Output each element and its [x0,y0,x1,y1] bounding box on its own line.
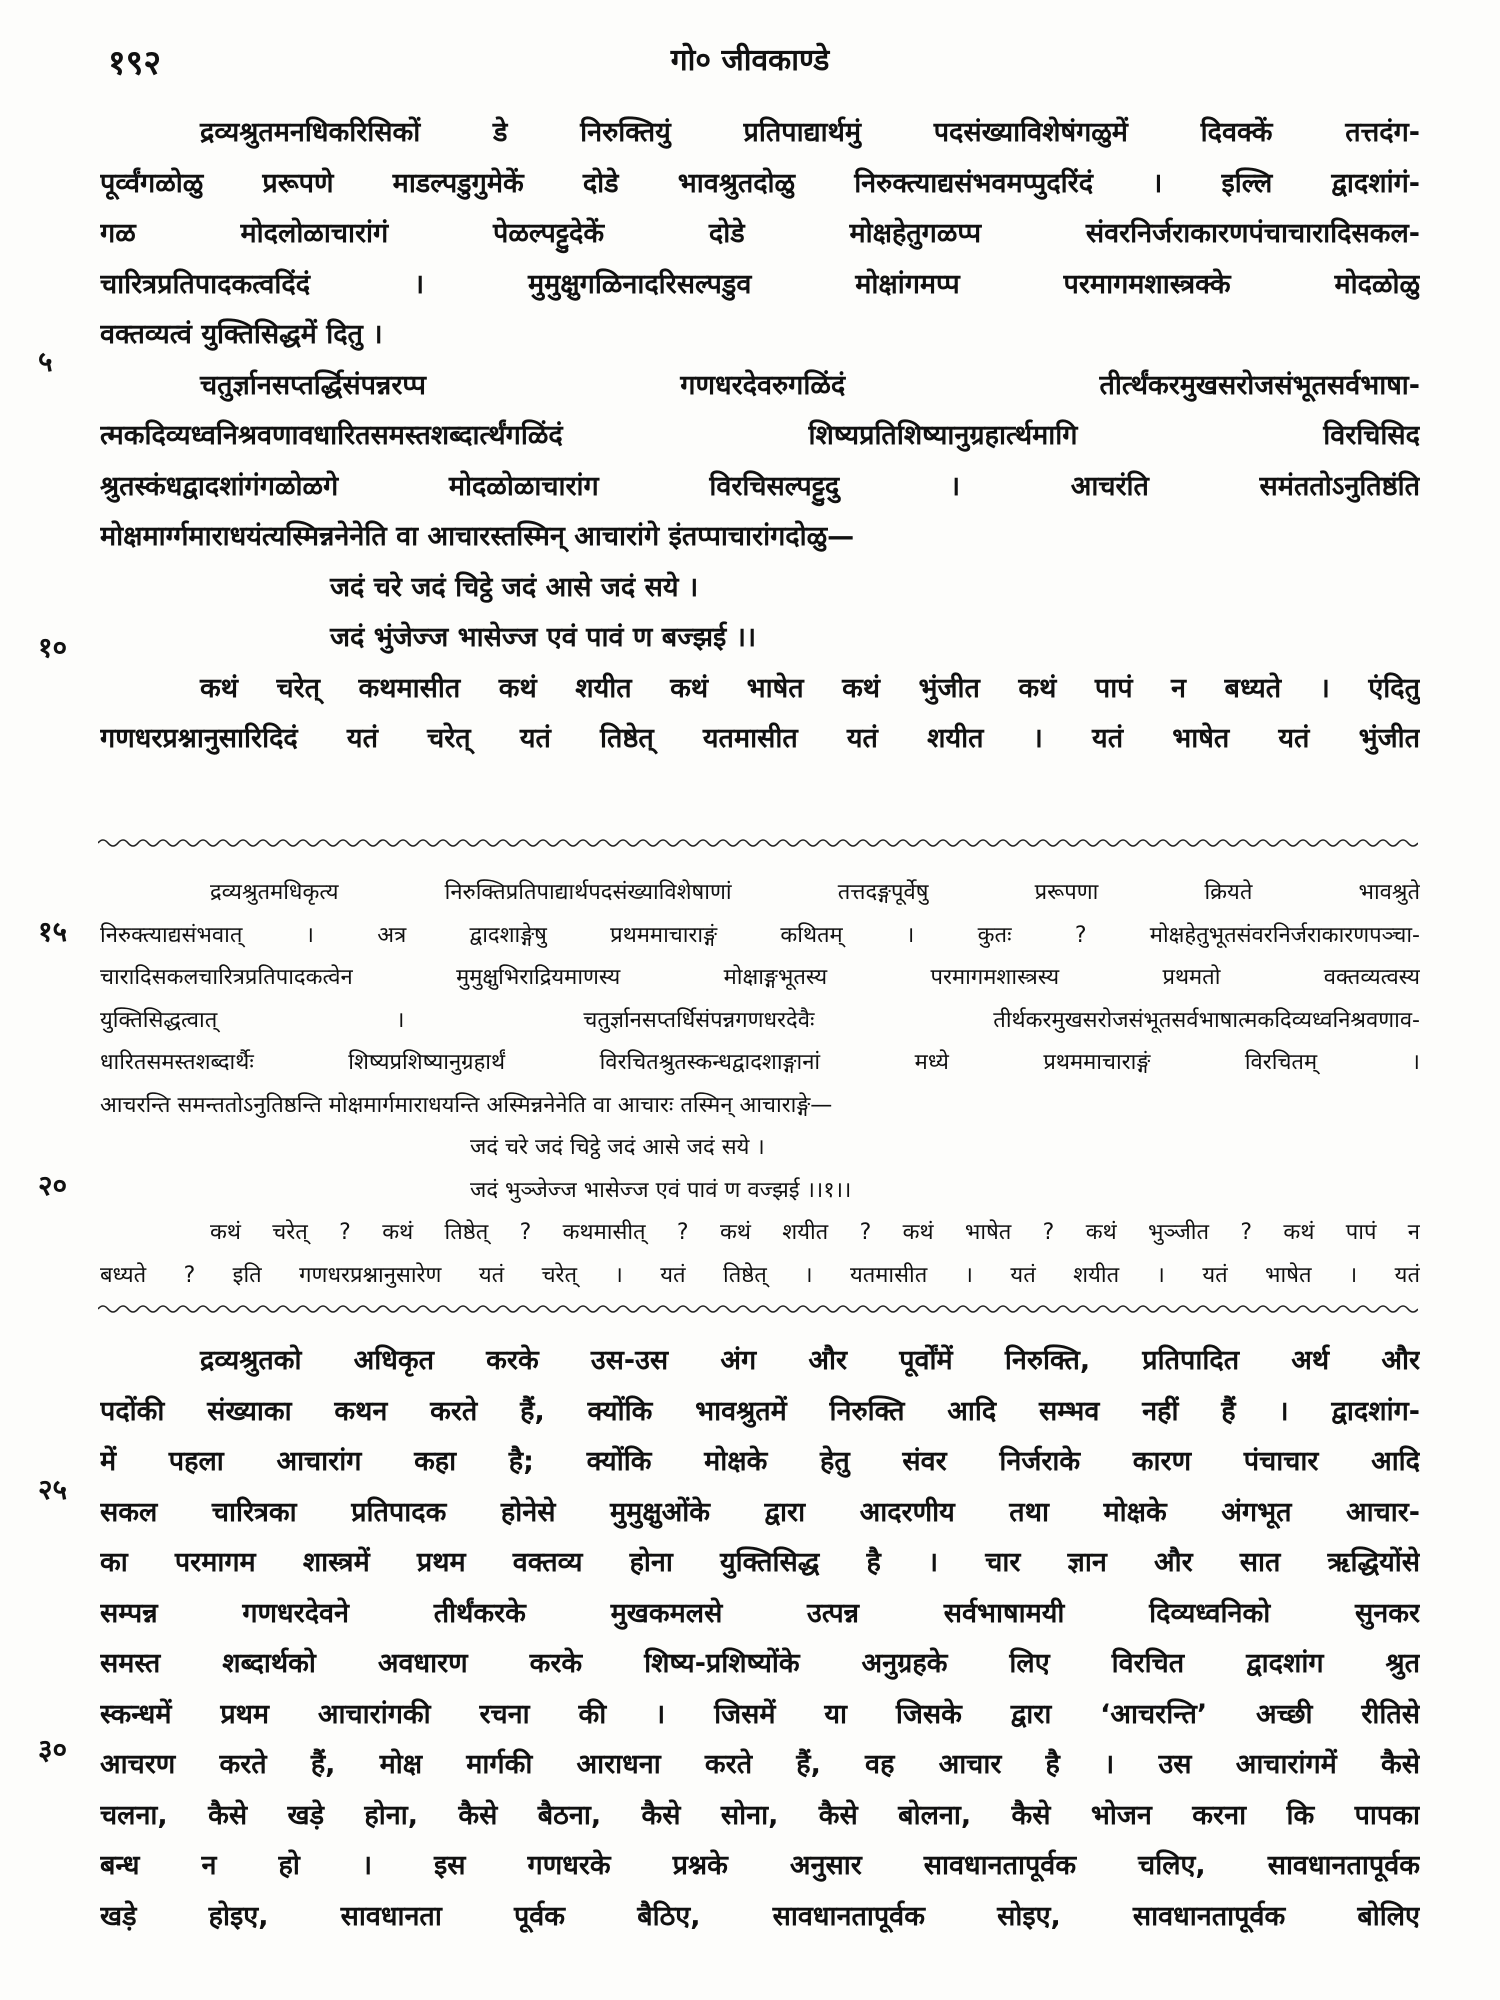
verse-line: जदं चरे जदं चिट्ठे जदं आसे जदं सये । [470,1135,765,1160]
line-number: ३० [38,1733,68,1766]
text-line: कथं चरेत् कथमासीत कथं शयीत कथं भाषेत कथं भुंजीत कथं पापं न बध्यते । एंदितु [200,672,1420,704]
text-line: त्मकदिव्यध्वनिश्रवणावधारितसमस्तशब्दार्त्थंगळिंदं शिष्यप्रतिशिष्यानुग्रहार्त्थमागि विरचिसिद [100,420,1420,451]
text-line: में पहला आचारांग कहा है; क्योंकि मोक्षके हेतु संवर निर्जराके कारण पंचाचार आदि [100,1446,1420,1477]
text-line: चारित्रप्रतिपादकत्वदिंदं । मुमुक्षुगळिनादरिसल्पडुव मोक्षांगमप्प परमागमशास्त्रक्के मोदळोळु [100,268,1420,300]
page-header [0,38,1500,83]
text-line: श्रुतस्कंधद्वादशांगंगळोळगे मोदळोळाचारांग विरचिसल्पट्टुदु । आचरंति समंततोऽनुतिष्ठंति [100,470,1420,502]
text-line: निरुक्त्याद्यसंभवात् । अत्र द्वादशाङ्गेषु प्रथममाचाराङ्गं कथितम् । कुतः ? मोक्षहेतुभूतसंवरनिर्जराकारणपञ्चा- [100,922,1420,948]
line-number: ५ [38,345,53,378]
text-line: पदोंकी संख्याका कथन करते हैं, क्योंकि भावश्रुतमें निरुक्ति आदि सम्भव नहीं हैं । द्वादशांग- [100,1395,1420,1427]
text-line: का परमागम शास्त्रमें प्रथम वक्तव्य होना युक्तिसिद्ध है । चार ज्ञान और सात ऋद्धियोंसे [100,1547,1420,1578]
text-line: युक्तिसिद्धत्वात् । चतुर्ज्ञानसप्तर्धिसंपन्नगणधरदेवैः तीर्थकरमुखसरोजसंभूतसर्वभाषात्मकदिव्यध्वनिश्रवणाव- [100,1007,1420,1033]
text-line: चारादिसकलचारित्रप्रतिपादकत्वेन मुमुक्षुभिराद्रियमाणस्य मोक्षाङ्गभूतस्य परमागमशास्त्रस्य प्रथमतो वक्तव्यत्वस्य [100,965,1420,990]
hindi-translation [100,1336,1420,1942]
text-line: बन्ध न हो । इस गणधरके प्रश्नके अनुसार सावधानतापूर्वक चलिए, सावधानतापूर्वक [100,1850,1420,1881]
running-title: गो० जीवकाण्डे [670,43,830,78]
text-line: खड़े होइए, सावधानता पूर्वक बैठिए, सावधानतापूर्वक सोइए, सावधानतापूर्वक बोलिए [100,1900,1420,1932]
text-line: मोक्षमार्ग्गमाराधयंत्यस्मिन्ननेनेति वा आचारस्तस्मिन् आचारांगे इंतप्पाचारांगदोळु— [100,521,855,552]
text-line: द्रव्यश्रुतमधिकृत्य निरुक्तिप्रतिपाद्यार्थपदसंख्याविशेषाणां तत्तदङ्गपूर्वेषु प्ररूपणा क्रियते भावश्रुते [210,880,1420,905]
text-line: चतुर्ज्ञानसप्तर्द्धिसंपन्नरप्प गणधरदेवरुगळिंदं तीर्त्थंकरमुखसरोजसंभूतसर्वभाषा- [200,369,1420,401]
text-line: आचरन्ति समन्ततोऽनुतिष्ठन्ति मोक्षमार्गमाराधयन्ति अस्मिन्ननेनेति वा आचारः तस्मिन् आचाराङ्गे— [100,1092,833,1118]
verse-line: जदं चरे जदं चिट्ठे जदं आसे जदं सये । [330,571,699,603]
text-line: गणधरप्रश्नानुसारिदिदं यतं चरेत् यतं तिष्ठेत् यतमासीत यतं शयीत । यतं भाषेत यतं भुंजीत [100,723,1420,754]
text-line: स्कन्धमें प्रथम आचारांगकी रचना की । जिसमें या जिसके द्वारा ‘आचरन्ति’ अच्छी रीतिसे [100,1698,1420,1730]
line-number: १० [38,631,68,664]
text-line: सकल चारित्रका प्रतिपादक होनेसे मुमुक्षुओंके द्वारा आदरणीय तथा मोक्षके अंगभूत आचार- [100,1496,1420,1528]
text-line: सम्पन्न गणधरदेवने तीर्थंकरके मुखकमलसे उत्पन्न सर्वभाषामयी दिव्यध्वनिको सुनकर [100,1597,1420,1629]
text-line: समस्त शब्दार्थको अवधारण करके शिष्य-प्रशिष्योंके अनुग्रहके लिए विरचित द्वादशांग श्रुत [100,1648,1420,1679]
line-number: १५ [38,915,68,948]
text-line: आचरण करते हैं, मोक्ष मार्गकी आराधना करते हैं, वह आचार है । उस आचारांगमें कैसे [100,1749,1420,1780]
wavy-divider [98,836,1418,850]
text-line: पूर्व्वंगळोळु प्ररूपणे माडल्पडुगुमेकें दोडे भावश्रुतदोळु निरुक्त्याद्यसंभवमप्पुदरिंदं । इल्लि द्वादशांगं- [100,167,1420,199]
text-line: धारितसमस्तशब्दार्थैः शिष्यप्रशिष्यानुग्रहार्थं विरचितश्रुतस्कन्धद्वादशाङ्गानां मध्ये प्रथममाचाराङ्गं विरचितम् । [100,1050,1420,1075]
kannada-commentary [100,108,1420,765]
text-line: वक्तव्यत्वं युक्तिसिद्धमें दितु । [100,319,383,350]
text-line: द्रव्यश्रुतको अधिकृत करके उस-उस अंग और पूर्वोंमें निरुक्ति, प्रतिपादित अर्थ और [200,1345,1420,1376]
text-line: गळ मोदलोळाचारांगं पेळल्पट्टुदेकें दोडे मोक्षहेतुगळप्प संवरनिर्जराकारणपंचाचारादिसकल- [100,218,1420,249]
page-number: १९२ [108,43,162,83]
line-number: २० [38,1169,68,1202]
text-line: द्रव्यश्रुतमनधिकरिसिकों डे निरुक्तियुं प्रतिपाद्यार्थमुं पदसंख्याविशेषंगळुमें दिवक्कें तत्तदंग- [200,117,1420,148]
verse-line: जदं भुञ्जेज्ज भासेज्ज एवं पावं ण वज्झई ।।१।। [470,1177,852,1203]
sanskrit-commentary [100,872,1420,1297]
line-number: २५ [38,1473,68,1506]
text-line: चलना, कैसे खड़े होना, कैसे बैठना, कैसे सोना, कैसे बोलना, कैसे भोजन करना कि पापका [100,1799,1420,1831]
verse-line: जदं भुंजेज्ज भासेज्ज एवं पावं ण बज्झई ।। [330,622,757,653]
text-line: कथं चरेत् ? कथं तिष्ठेत् ? कथमासीत् ? कथं शयीत ? कथं भाषेत ? कथं भुञ्जीत ? कथं पापं न [210,1220,1420,1245]
wavy-divider [98,1302,1418,1316]
text-line: बध्यते ? इति गणधरप्रश्नानुसारेण यतं चरेत् । यतं तिष्ठेत् । यतमासीत । यतं शयीत । यतं भाषेत । यतं [100,1262,1420,1288]
